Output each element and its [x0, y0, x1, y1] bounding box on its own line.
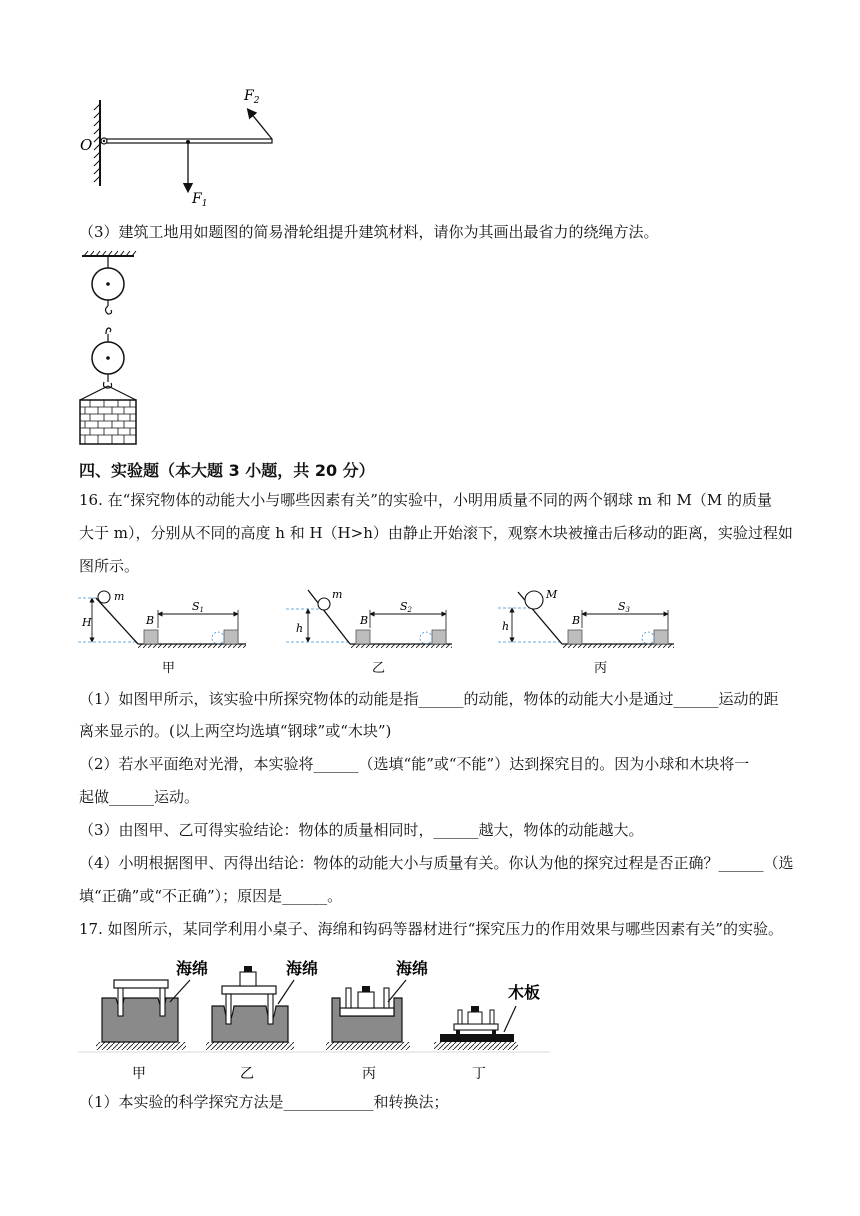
q16-p1-line1: （1）如图甲所示，该实验中所探究物体的动能是指______的动能，物体的动能大小是通过______运动的距 [79, 690, 779, 708]
fig-bing-height: h [502, 620, 510, 633]
fig-jia-caption: 甲 [162, 661, 176, 676]
fig-jia-height: H [82, 616, 92, 629]
yi-label: 海绵 [286, 959, 319, 978]
f1-label: F [192, 191, 202, 206]
q16-figures [78, 588, 678, 680]
q16-p4-line2: 填“正确”或“不正确”）；原因是______。 [79, 887, 343, 905]
q16-line3: 图所示。 [79, 557, 140, 575]
q17-p1: （1）本实验的科学探究方法是____________和转换法； [79, 1093, 449, 1111]
fig-bing-ball: M [546, 588, 558, 601]
figure-bing [498, 588, 674, 676]
q17-figures [78, 954, 558, 1086]
ding-label: 木板 [508, 983, 541, 1002]
jia-caption: 甲 [132, 1066, 146, 1082]
q16-line1: 16. 在“探究物体的动能大小与哪些因素有关”的实验中，小明用质量不同的两个钢球 m 和 M（M 的质量 [79, 491, 772, 509]
svg-text:S2 [400, 600, 413, 614]
f2-sub: 2 [253, 96, 260, 106]
q16-p1-line2: 离来显示的。(以上两空均选填“钢球”或“木块”) [79, 722, 392, 740]
pulley-figure [76, 248, 146, 448]
fig-bing-caption: 丙 [594, 661, 608, 676]
section-title: 四、实验题（本大题 3 小题，共 20 分） [79, 461, 375, 480]
figure-yi [286, 588, 452, 676]
q16-p3: （3）由图甲、乙可得实验结论：物体的质量相同时，______越大，物体的动能越大。 [79, 821, 644, 839]
sponge-yi [206, 959, 318, 1082]
svg-text:S1 [192, 600, 204, 614]
fig-jia-dist-sub: 1 [199, 606, 205, 614]
lever-figure [76, 86, 286, 206]
fig-jia-dist: S [192, 600, 200, 613]
fig-bing-dist-sub: 3 [625, 606, 631, 614]
pivot-label: O [80, 136, 93, 154]
fig-bing-block: B [572, 614, 581, 627]
q15-part3: （3）建筑工地用如题图的简易滑轮组提升建筑材料，请你为其画出最省力的绕绳方法。 [79, 223, 659, 241]
q16-p2-line2: 起做______运动。 [79, 788, 200, 806]
fig-bing-dist: S [618, 600, 626, 613]
fig-jia-ball: m [114, 590, 125, 603]
q16-p2-line1: （2）若水平面绝对光滑，本实验将______（选填“能”或“不能”）达到探究目的。因为小球和木块将一 [79, 755, 750, 773]
q16-p4-line1: （4）小明根据图甲、丙得出结论：物体的动能大小与质量有关。你认为他的探究过程是否正确？______（选 [79, 854, 794, 872]
jia-label: 海绵 [176, 959, 209, 978]
fig-yi-ball: m [332, 588, 343, 601]
board-ding [434, 983, 540, 1082]
bing-label: 海绵 [396, 959, 429, 978]
ding-caption: 丁 [472, 1066, 486, 1082]
svg-text:F2 [243, 88, 260, 106]
svg-text:F1 [191, 191, 207, 206]
fig-yi-dist-sub: 2 [407, 606, 413, 614]
fig-yi-caption: 乙 [372, 661, 386, 676]
figure-jia [78, 590, 246, 676]
f2-label: F [244, 88, 254, 104]
f1-sub: 1 [201, 199, 208, 206]
q17-line1: 17. 如图所示，某同学利用小桌子、海绵和钩码等器材进行“探究压力的作用效果与哪些因素有关”的实验。 [79, 920, 783, 938]
bing-caption: 丙 [362, 1066, 376, 1082]
svg-text:S3 [618, 600, 631, 614]
fig-yi-height: h [296, 622, 304, 635]
q16-line2: 大于 m），分别从不同的高度 h 和 H（H>h）由静止开始滚下，观察木块被撞击后移动的距离，实验过程如 [79, 524, 793, 542]
sponge-bing [326, 959, 428, 1082]
fig-yi-dist: S [400, 600, 408, 613]
fig-yi-block: B [360, 614, 369, 627]
sponge-jia [96, 959, 208, 1082]
yi-caption: 乙 [240, 1066, 254, 1082]
fig-jia-block: B [146, 614, 155, 627]
